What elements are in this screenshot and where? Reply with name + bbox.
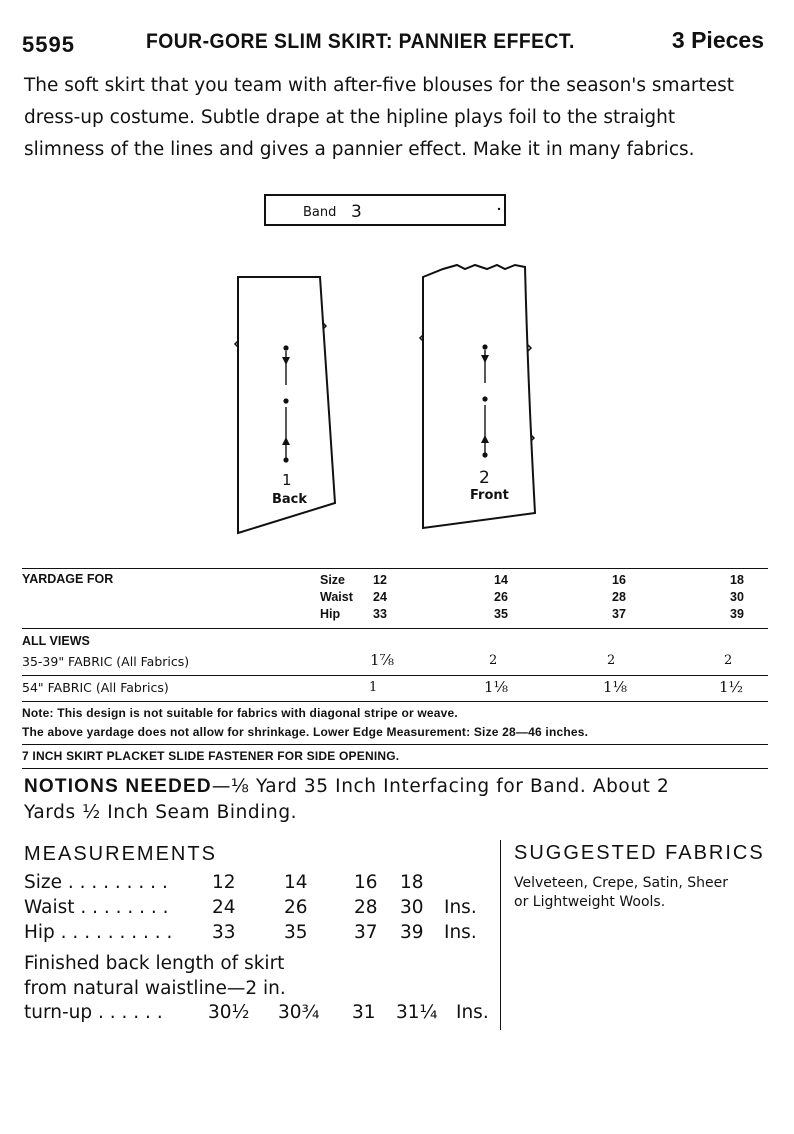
yardage-header xyxy=(22,572,768,632)
back-label: Back xyxy=(272,492,308,507)
back-number: 1 xyxy=(282,471,292,489)
yardage-cell: 2 xyxy=(607,653,616,668)
description xyxy=(24,70,770,166)
fastener-note: 7 INCH SKIRT PLACKET SLIDE FASTENER FOR SIDE OPENING. xyxy=(22,749,400,763)
size-cell: 14 xyxy=(494,573,508,587)
meas-cell: 31 xyxy=(352,1002,376,1023)
back-piece xyxy=(235,277,335,533)
size-cell: 18 xyxy=(730,573,744,587)
finished-length-text: Finished back length of skirt xyxy=(24,953,285,974)
yardage-cell: 1½ xyxy=(719,678,744,696)
notions-text: Yards ½ Inch Seam Binding. xyxy=(24,802,298,823)
meas-cell: 24 xyxy=(212,897,236,918)
meas-label: Hip . . . . . . . . . . xyxy=(24,922,173,943)
band-number: 3 xyxy=(351,202,362,222)
description-line: slimness of the lines and gives a pannier effect. Make it in many fabrics. xyxy=(24,139,695,160)
meas-unit: Ins. xyxy=(444,897,477,918)
divider xyxy=(22,675,768,676)
hip-cell: 33 xyxy=(373,607,387,621)
suggested-fabrics-title: SUGGESTED FABRICS xyxy=(514,842,765,864)
pattern-pieces-diagram xyxy=(225,185,565,545)
notions-text: —⅛ Yard 35 Inch Interfacing for Band. About 2 xyxy=(211,776,670,797)
hip-cell: 37 xyxy=(612,607,626,621)
description-line: The soft skirt that you team with after-five blouses for the season's smartest xyxy=(24,75,735,96)
size-cell: 12 xyxy=(373,573,387,587)
meas-unit: Ins. xyxy=(456,1002,489,1023)
meas-cell: 39 xyxy=(400,922,424,943)
band-piece xyxy=(265,195,505,225)
finished-length-text: from natural waistline—2 in. xyxy=(24,978,286,999)
meas-cell: 18 xyxy=(400,872,424,893)
waist-cell: 30 xyxy=(730,590,744,604)
meas-cell: 30 xyxy=(400,897,424,918)
meas-label: Size . . . . . . . . . xyxy=(24,872,168,893)
fabric-row-35-39 xyxy=(22,634,768,674)
yardage-cell: 1⅞ xyxy=(370,651,395,669)
hip-cell: 35 xyxy=(494,607,508,621)
meas-cell: 33 xyxy=(212,922,236,943)
notions-lead: NOTIONS NEEDED xyxy=(24,776,212,797)
divider xyxy=(22,768,768,769)
note-line: Note: This design is not suitable for fabrics with diagonal stripe or weave. xyxy=(22,706,458,720)
row-label-hip: Hip xyxy=(320,607,341,621)
waist-cell: 28 xyxy=(612,590,626,604)
meas-cell: 12 xyxy=(212,872,236,893)
front-label: Front xyxy=(470,488,509,503)
yardage-cell: 1 xyxy=(369,680,378,695)
yardage-cell: 2 xyxy=(489,653,498,668)
meas-cell: 30¾ xyxy=(278,1002,320,1023)
meas-label: Waist . . . . . . . . xyxy=(24,897,169,918)
meas-unit: Ins. xyxy=(444,922,477,943)
meas-cell: 31¼ xyxy=(396,1002,438,1023)
measurements-table xyxy=(24,872,494,1032)
pattern-number: 5595 xyxy=(22,32,75,57)
fabric-label: 54" FABRIC (All Fabrics) xyxy=(22,680,169,695)
size-cell: 16 xyxy=(612,573,626,587)
description-line: dress-up costume. Subtle drape at the hipline plays foil to the straight xyxy=(24,107,676,128)
meas-cell: 16 xyxy=(354,872,378,893)
column-divider xyxy=(500,840,501,1030)
suggested-fabrics-text: or Lightweight Wools. xyxy=(514,894,666,910)
notions-needed xyxy=(24,774,770,826)
front-piece xyxy=(420,265,535,528)
meas-cell: 35 xyxy=(284,922,308,943)
meas-cell: 28 xyxy=(354,897,378,918)
front-number: 2 xyxy=(479,468,490,488)
yardage-cell: 2 xyxy=(724,653,733,668)
pattern-title: FOUR-GORE SLIM SKIRT: PANNIER EFFECT. xyxy=(146,30,575,53)
yardage-cell: 1⅛ xyxy=(603,678,628,696)
piece-count: 3 Pieces xyxy=(671,27,764,53)
meas-cell: 37 xyxy=(354,922,378,943)
yardage-title: YARDAGE FOR xyxy=(22,572,114,586)
divider xyxy=(22,568,768,569)
meas-label: turn-up . . . . . . xyxy=(24,1002,163,1023)
divider xyxy=(22,744,768,745)
fabric-label: 35-39" FABRIC (All Fabrics) xyxy=(22,654,190,669)
all-views-label: ALL VIEWS xyxy=(22,634,90,648)
pattern-header xyxy=(22,26,766,60)
waist-cell: 24 xyxy=(373,590,387,604)
meas-cell: 14 xyxy=(284,872,308,893)
meas-cell: 30½ xyxy=(208,1002,250,1023)
suggested-fabrics-text: Velveteen, Crepe, Satin, Sheer xyxy=(514,875,728,891)
band-label: Band xyxy=(303,205,337,220)
fabric-row-54 xyxy=(22,678,768,702)
meas-cell: 26 xyxy=(284,897,308,918)
measurements-title: MEASUREMENTS xyxy=(24,843,217,865)
divider xyxy=(22,701,768,702)
divider xyxy=(22,628,768,629)
row-label-waist: Waist xyxy=(320,590,353,604)
waist-cell: 26 xyxy=(494,590,508,604)
yardage-cell: 1⅛ xyxy=(484,678,509,696)
note-line: The above yardage does not allow for shrinkage. Lower Edge Measurement: Size 28—46 inches. xyxy=(22,725,589,739)
row-label-size: Size xyxy=(320,573,346,587)
hip-cell: 39 xyxy=(730,607,744,621)
